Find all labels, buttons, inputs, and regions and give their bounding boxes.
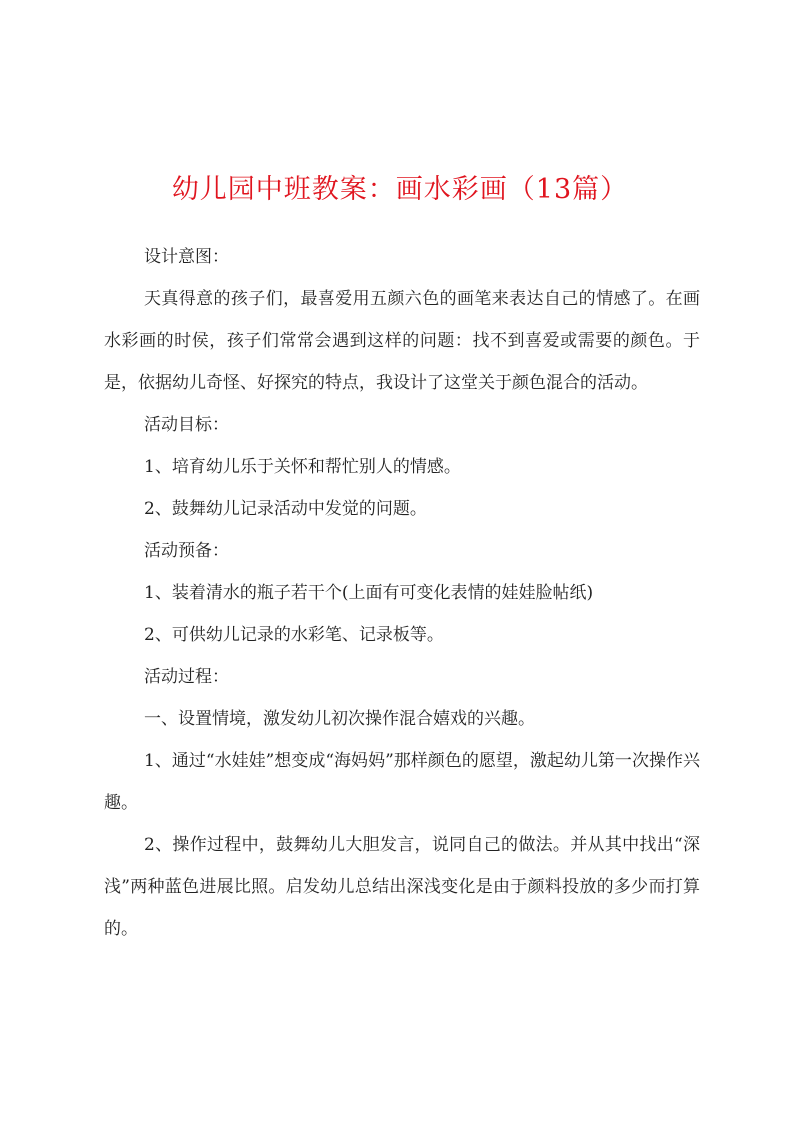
document-body [104,236,700,950]
preparation-item-2: 2、可供幼儿记录的水彩笔、记录板等。 [144,625,444,645]
section-heading-design-intent: 设计意图： [144,247,229,267]
section-heading-activity-preparation: 活动预备： [144,541,229,561]
section-heading-activity-process: 活动过程： [144,667,229,687]
paragraph-design-intent: 天真得意的孩子们，最喜爱用五颜六色的画笔来表达自己的情感了。在画水彩画的时侯，孩子们常常会遇到这样的问题：找不到喜爱或需要的颜色。于是，依据幼儿奇怪、好探究的特点，我设计了这堂关于颜色混合的活动。 [104,289,700,393]
process-step-heading-1: 一、设置情境，激发幼儿初次操作混合嬉戏的兴趣。 [144,709,535,729]
document-title: 幼儿园中班教案：画水彩画（13篇） [171,174,629,205]
goal-item-1: 1、培育幼儿乐于关怀和帮忙别人的情感。 [144,457,461,477]
preparation-item-1: 1、装着清水的瓶子若干个(上面有可变化表情的娃娃脸帖纸) [144,583,594,603]
goal-item-2: 2、鼓舞幼儿记录活动中发觉的问题。 [144,499,427,519]
process-item-2: 2、操作过程中，鼓舞幼儿大胆发言，说同自己的做法。并从其中找出“深浅”两种蓝色进展比照。启发幼儿总结出深浅变化是由于颜料投放的多少而打算的。 [104,835,700,939]
process-item-1: 1、通过“水娃娃”想变成“海妈妈”那样颜色的愿望，激起幼儿第一次操作兴趣。 [104,751,700,813]
section-heading-activity-goals: 活动目标： [144,415,229,435]
